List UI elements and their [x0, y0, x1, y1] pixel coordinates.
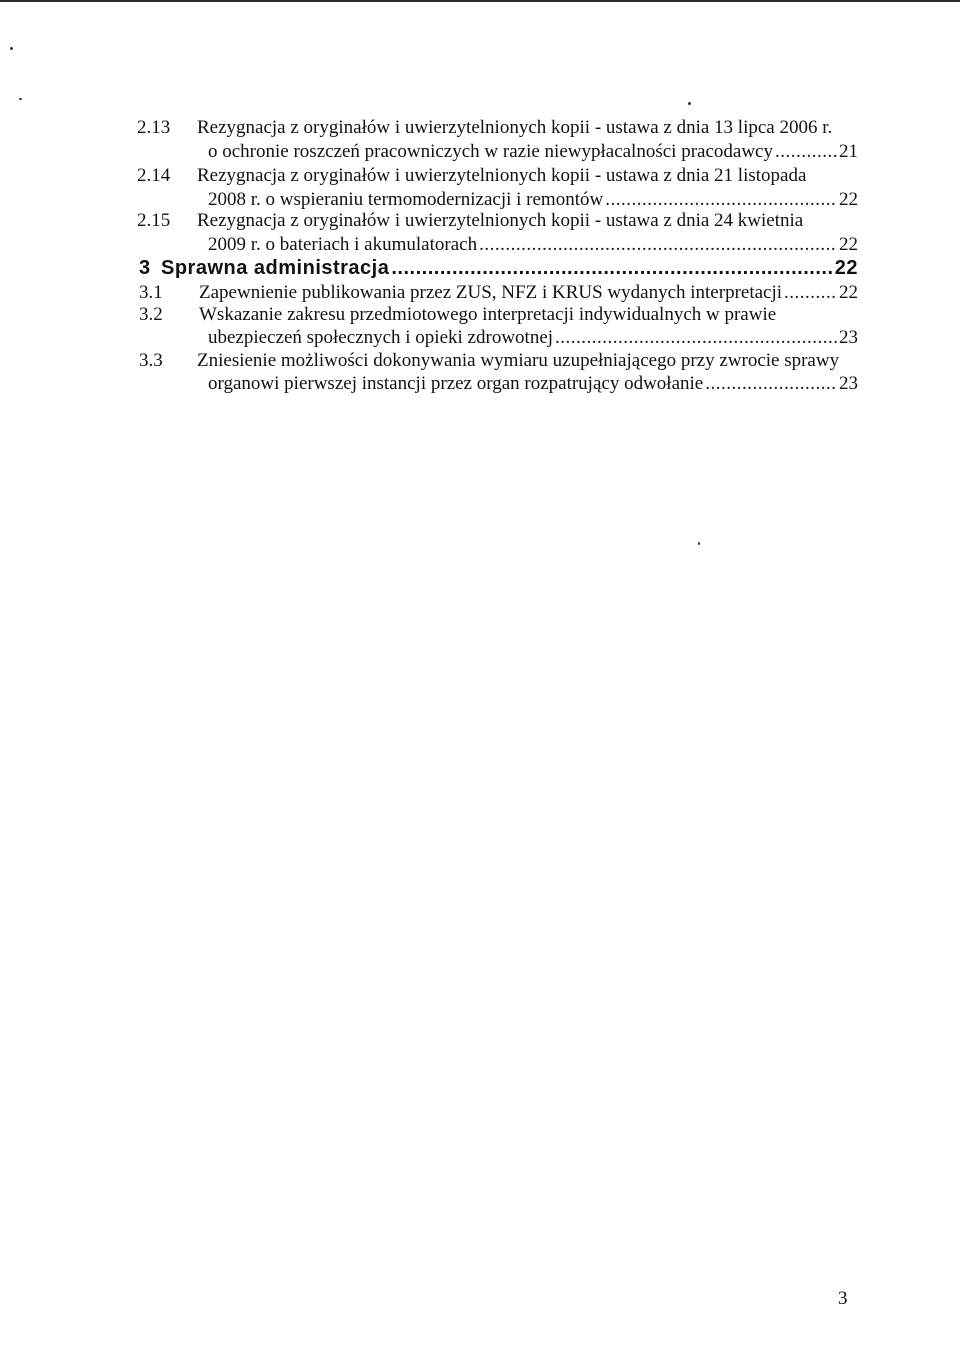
toc-page-number: 23 [839, 327, 858, 348]
toc-dot-leader [784, 282, 837, 304]
toc-dot-leader [391, 257, 832, 279]
toc-page-number: 22 [839, 234, 858, 255]
toc-page-number: 22 [834, 257, 858, 279]
toc-dot-leader [775, 141, 837, 163]
scan-speck [698, 542, 700, 545]
toc-entry-number: 2.15 [137, 210, 171, 231]
toc-entry-number: 3.2 [139, 304, 163, 325]
toc-chapter-number: 3 [139, 257, 151, 279]
toc-entry-number: 2.14 [137, 165, 171, 186]
toc-entry-title-cont: ubezpieczeń społecznych i opieki zdrowotnej [208, 327, 554, 348]
toc-dot-leader [605, 189, 837, 211]
scan-top-edge [0, 0, 960, 2]
toc-dot-leader [555, 327, 837, 349]
toc-entry-title-cont: 2008 r. o wspieraniu termomodernizacji i remontów [208, 189, 604, 210]
page-number: 3 [838, 1288, 848, 1309]
toc-entry-title: Rezygnacja z oryginałów i uwierzytelnionych kopii - ustawa z dnia 13 lipca 2006 r. [197, 117, 833, 138]
toc-page-number: 23 [839, 373, 858, 394]
scan-speck [10, 47, 13, 50]
toc-dot-leader [479, 234, 837, 256]
toc-entry-continuation [208, 234, 858, 256]
scan-speck [19, 98, 22, 100]
toc-entry-title: Rezygnacja z oryginałów i uwierzytelnionych kopii - ustawa z dnia 24 kwietnia [197, 210, 804, 231]
toc-page-number: 22 [839, 282, 858, 303]
toc-entry-continuation [208, 141, 858, 163]
toc-entry-continuation [208, 327, 858, 349]
toc-entry-title: Zapewnienie publikowania przez ZUS, NFZ i KRUS wydanych interpretacji [199, 282, 783, 303]
toc-entry-continuation [208, 189, 858, 211]
toc-entry-title: Wskazanie zakresu przedmiotowego interpretacji indywidualnych w prawie [199, 304, 777, 325]
toc-entry-number: 2.13 [137, 117, 171, 138]
toc-entry-continuation [208, 373, 858, 395]
scan-speck [688, 102, 691, 105]
toc-entry-number: 3.1 [139, 282, 163, 303]
toc-page-number: 21 [839, 141, 858, 162]
toc-page-number: 22 [839, 189, 858, 210]
toc-entry-number: 3.3 [139, 350, 163, 371]
toc-chapter-row [161, 257, 858, 279]
toc-entry-title-cont: o ochronie roszczeń pracowniczych w razie niewypłacalności pracodawcy [208, 141, 773, 162]
toc-dot-leader [705, 373, 837, 395]
toc-entry-title-cont: 2009 r. o bateriach i akumulatorach [208, 234, 478, 255]
toc-entry-title-cont: organowi pierwszej instancji przez organ rozpatrujący odwołanie [208, 373, 704, 394]
toc-entry-row [199, 282, 858, 304]
toc-chapter-title: Sprawna administracja [161, 257, 390, 279]
toc-entry-title: Rezygnacja z oryginałów i uwierzytelnionych kopii - ustawa z dnia 21 listopada [197, 165, 807, 186]
toc-entry-title: Zniesienie możliwości dokonywania wymiaru uzupełniającego przy zwrocie sprawy [197, 350, 840, 371]
